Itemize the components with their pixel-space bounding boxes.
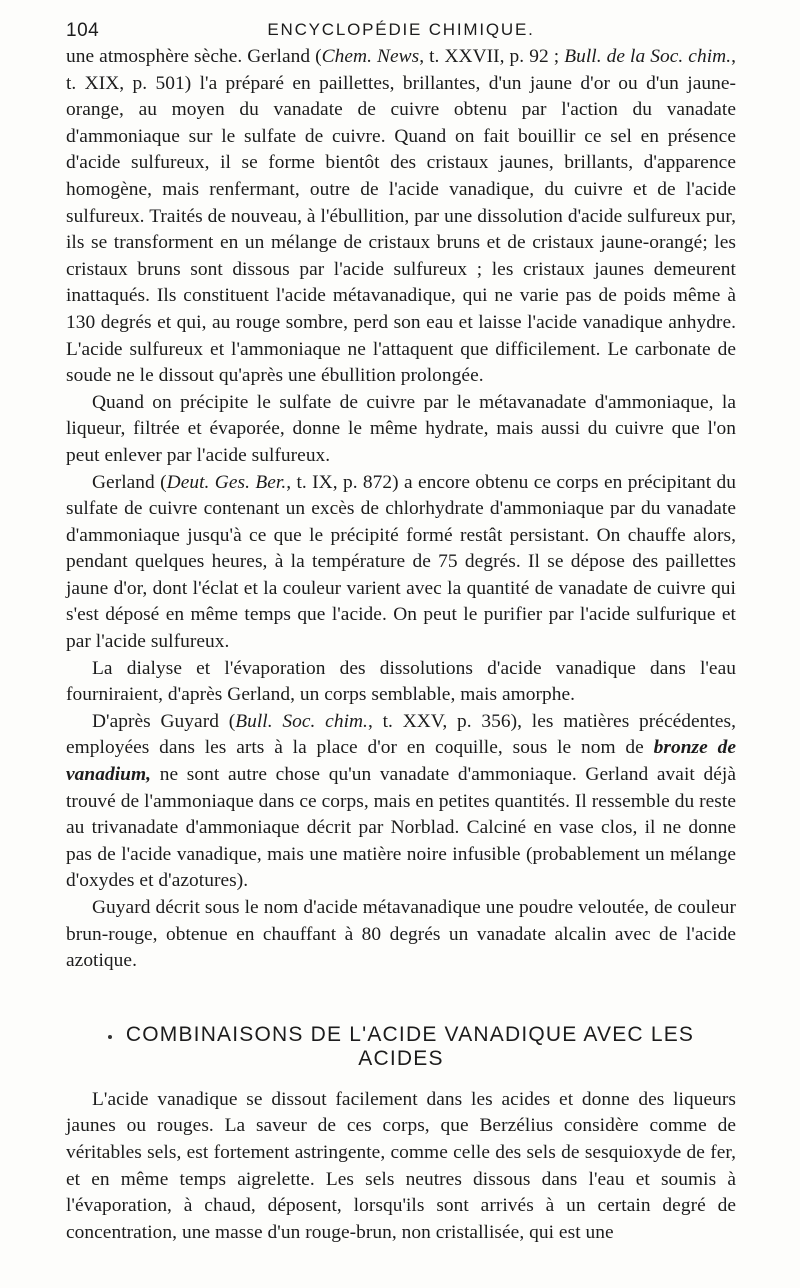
citation-bull-soc-chim: Bull. de la Soc. chim. <box>564 46 732 67</box>
section-heading <box>66 1023 736 1071</box>
p1-text-a: une atmosphère sèche. Gerland ( <box>66 46 322 67</box>
paragraph-1 <box>66 44 736 390</box>
paragraph-4: La dialyse et l'évaporation des dissolutions d'acide vanadique dans l'eau fourniraient, d'après Gerland, un corps semblable, mais amorphe. <box>66 657 736 706</box>
citation-chem-news: Chem. News <box>321 46 420 67</box>
paragraph-2: Quand on précipite le sulfate de cuivre par le métavanadate d'ammoniaque, la liqueur, filtrée et évaporée, donne le même hydrate, mais aussi du cuivre que l'on peut enlever par l'acide sulfureux. <box>66 391 736 466</box>
term-bronze-de-vanadium: bronze de vanadium, <box>66 737 736 786</box>
heading-dot <box>108 1035 112 1039</box>
page-number: 104 <box>66 20 100 41</box>
p3-text-c: , t. IX, p. 872) a encore obtenu ce corps en précipitant du sulfate de cuivre contenant un excès de chlorhydrate d'ammoniaque par du vanadate d'ammoniaque jusqu'à ce que le précipité formé restât persistant. On chauffe alors, pendant quelques heures, à la température de 75 degrés. Il se dépose des paillettes jaune d'or, dont l'éclat et la couleur varient avec la quantité de vanadate de cuivre qui s'est déposé en même temps que l'acide. On peut le purifier par l'acide sulfurique et par l'acide sulfureux. <box>66 471 736 653</box>
paragraph-5 <box>66 709 736 895</box>
p3-text-a: Gerland ( <box>92 471 167 493</box>
p1-text-c: , t. XXVII, p. 92 ; <box>419 46 565 67</box>
p5-text-a: D'après Guyard ( <box>92 710 236 732</box>
section-title: COMBINAISONS DE L'ACIDE VANADIQUE AVEC LES ACIDES <box>125 1022 695 1070</box>
p5-text-e: ne sont autre chose qu'un vanadate d'ammoniaque. Gerland avait déjà trouvé de l'ammoniaque dans ce corps, mais en petites quantités. Il ressemble du reste au trivanadate d'ammoniaque décrit par Norblad. Calciné en vase clos, il ne donne pas de l'acide vanadique, mais une matière noire infusible (probablement un mélange d'oxydes et d'azotures). <box>66 764 736 892</box>
p5-text-c: , t. XXV, p. 356), les matières précédentes, employées dans les arts à la place d'or en coquille, sous le nom de <box>66 710 736 759</box>
running-head <box>66 14 736 44</box>
citation-deut-ges-ber: Deut. Ges. Ber. <box>166 471 287 493</box>
body-text <box>66 44 736 1246</box>
citation-bull-soc-chim-2: Bull. Soc. chim. <box>235 710 368 732</box>
paragraph-7: L'acide vanadique se dissout facilement dans les acides et donne des liqueurs jaunes ou rouges. La saveur de ces corps, que Berzélius considère comme de véritables sels, est fortement astringente, comme celle des sels de sesquioxyde de fer, et en même temps aigrelette. Les sels neutres dissous dans l'eau et soumis à l'évaporation, à chaud, déposent, lorsqu'ils sont arrivés à un certain degré de concentration, une masse d'un rouge-brun, non cristallisée, qui est une <box>66 1088 736 1243</box>
paragraph-6: Guyard décrit sous le nom d'acide métavanadique une poudre veloutée, de couleur brun-rouge, obtenue en chauffant à 80 degrés un vanadate alcalin avec de l'acide azotique. <box>66 897 736 972</box>
running-title: ENCYCLOPÉDIE CHIMIQUE. <box>267 20 535 39</box>
paragraph-3 <box>66 470 736 656</box>
p1-text-e: , t. XIX, p. 501) l'a préparé en paillettes, brillantes, d'un jaune d'or ou d'un jaune-orange, au moyen du vanadate de cuivre obtenu par l'action du vanadate d'ammoniaque sur le sulfate de cuivre. Quand on fait bouillir ce sel en présence d'acide sulfureux, il se forme bientôt des cristaux jaunes, brillants, d'apparence homogène, mais renfermant, outre de l'acide vanadique, du cuivre et de l'acide sulfureux. Traités de nouveau, à l'ébullition, par une dissolution d'acide sulfureux pur, ils se transforment en un mélange de cristaux bruns et de cristaux jaune-orangé; les cristaux bruns sont dissous par l'acide sulfureux ; les cristaux jaunes demeurent inattaqués. Ils constituent l'acide métavanadique, qui ne varie pas de poids même à 130 degrés et qui, au rouge sombre, perd son eau et laisse l'acide vanadique anhydre. L'acide sulfureux et l'ammoniaque ne l'attaquent que difficilement. Le carbonate de soude ne le dissout qu'après une ébullition prolongée. <box>66 46 736 387</box>
